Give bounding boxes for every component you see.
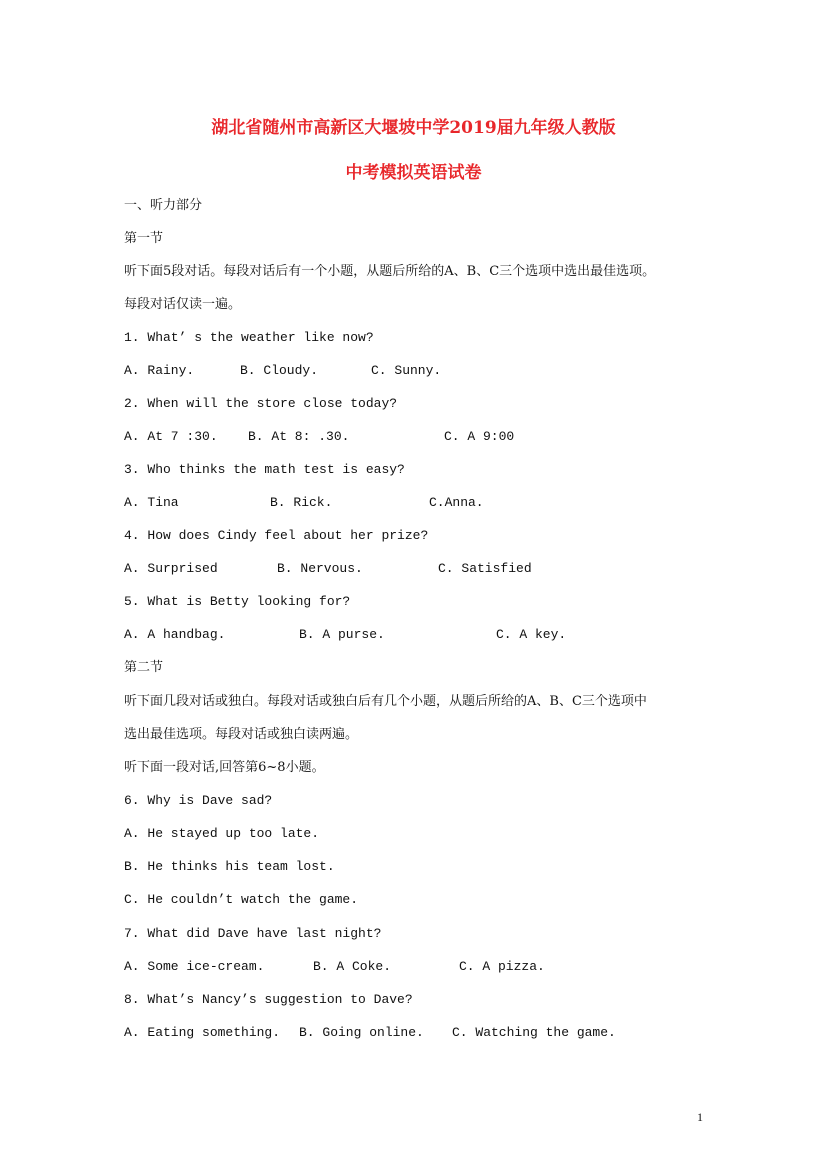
part-2-sub-instruction: 听下面一段对话,回答第6~8小题。: [124, 760, 325, 775]
question-2-option-b: B. At 8: .30.: [248, 429, 350, 444]
question-3-option-a: A. Tina: [124, 495, 179, 510]
question-8: 8. What’s Nancy’s suggestion to Dave?: [124, 992, 413, 1007]
question-1-option-a: A. Rainy.: [124, 363, 195, 378]
document-title-line-2: 中考模拟英语试卷: [345, 163, 482, 183]
question-1-option-b: B. Cloudy.: [240, 363, 319, 378]
question-7-option-c: C. A pizza.: [459, 959, 545, 974]
part-1-instruction-line-1: 听下面5段对话。每段对话后有一个小题，从题后所给的A、B、C三个选项中选出最佳选项。: [124, 264, 656, 279]
question-8-option-b: B. Going online.: [299, 1025, 424, 1040]
part-2-instruction-line-2: 选出最佳选项。每段对话或独白读两遍。: [124, 727, 359, 742]
question-8-option-c: C. Watching the game.: [452, 1025, 616, 1040]
question-1: 1. What’ s the weather like now?: [124, 330, 374, 345]
part-1-heading: 第一节: [124, 231, 164, 246]
question-2-option-a: A. At 7 :30.: [124, 429, 218, 444]
question-5-option-a: A. A handbag.: [124, 627, 226, 642]
question-7-option-b: B. A Coke.: [313, 959, 392, 974]
question-7: 7. What did Dave have last night?: [124, 926, 382, 941]
question-2-option-c: C. A 9:00: [444, 429, 515, 444]
question-5: 5. What is Betty looking for?: [124, 594, 351, 609]
question-6-option-b: B. He thinks his team lost.: [124, 859, 335, 874]
question-6-option-c: C. He couldn’t watch the game.: [124, 892, 359, 907]
question-4-option-b: B. Nervous.: [277, 561, 363, 576]
page-number: 1: [697, 1110, 703, 1124]
question-4-option-c: C. Satisfied: [438, 561, 532, 576]
question-5-option-b: B. A purse.: [299, 627, 385, 642]
question-2: 2. When will the store close today?: [124, 396, 398, 411]
part-1-instruction-line-2: 每段对话仅读一遍。: [124, 297, 242, 312]
question-3-option-c: C.Anna.: [429, 495, 484, 510]
question-7-option-a: A. Some ice-cream.: [124, 959, 265, 974]
question-3-option-b: B. Rick.: [270, 495, 333, 510]
question-5-option-c: C. A key.: [496, 627, 567, 642]
question-4-option-a: A. Surprised: [124, 561, 218, 576]
question-1-option-c: C. Sunny.: [371, 363, 442, 378]
document-title-line-1: 湖北省随州市高新区大堰坡中学2019届九年级人教版: [211, 118, 616, 138]
part-2-heading: 第二节: [124, 660, 164, 675]
question-6: 6. Why is Dave sad?: [124, 793, 273, 808]
question-3: 3. Who thinks the math test is easy?: [124, 462, 405, 477]
question-8-option-a: A. Eating something.: [124, 1025, 281, 1040]
part-2-instruction-line-1: 听下面几段对话或独白。每段对话或独白后有几个小题，从题后所给的A、B、C三个选项中: [124, 694, 647, 709]
question-6-option-a: A. He stayed up too late.: [124, 826, 320, 841]
section-heading-listening: 一、听力部分: [124, 198, 203, 213]
question-4: 4. How does Cindy feel about her prize?: [124, 528, 429, 543]
